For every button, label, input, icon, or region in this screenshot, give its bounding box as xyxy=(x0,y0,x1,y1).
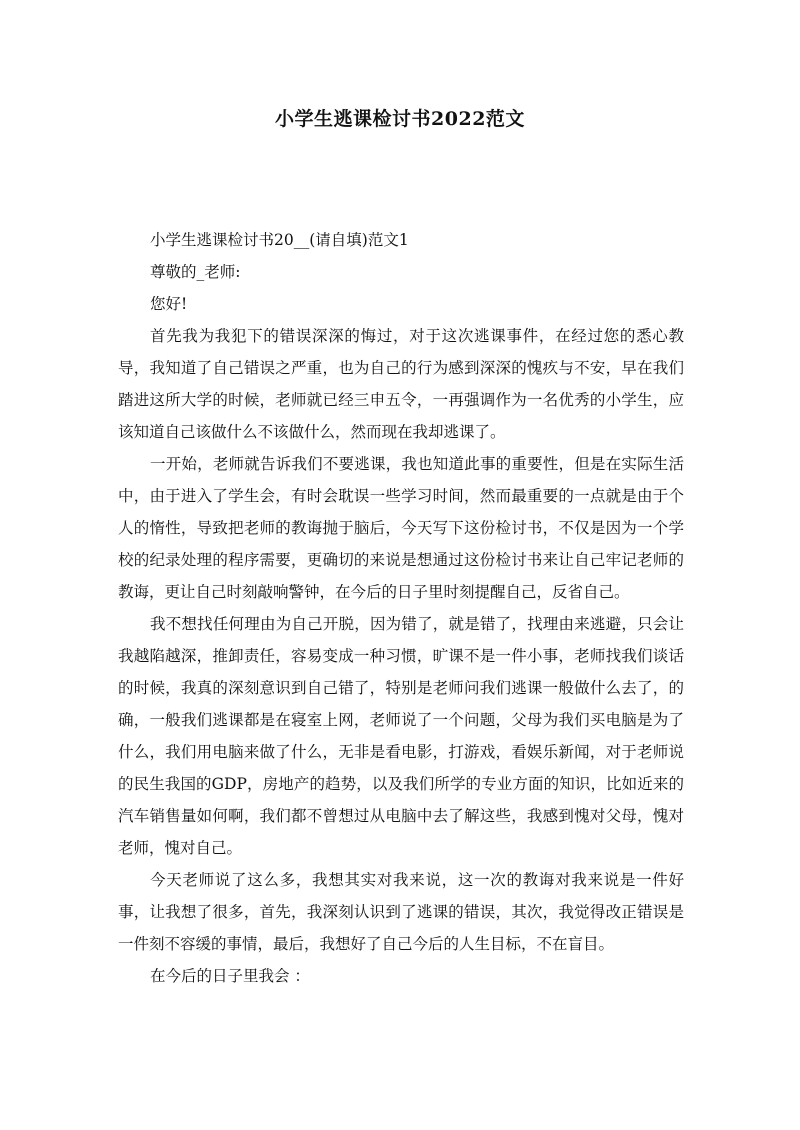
document-title: 小学生逃课检讨书2022范文 xyxy=(275,108,525,130)
document-subtitle: 小学生逃课检讨书20__(请自填)范文1 xyxy=(150,231,409,249)
paragraph-1: 首先我为我犯下的错误深深的悔过，对于这次逃课事件，在经过您的悉心教导，我知道了自己错误之严重，也为自己的行为感到深深的愧疚与不安，早在我们踏进这所大学的时候，老师就已经三申五令，一再强调作为一名优秀的小学生，应该知道自己该做什么不该做什么，然而现在我却逃课了。 xyxy=(118,327,684,441)
greeting: 您好! xyxy=(150,295,188,313)
paragraph-3: 我不想找任何理由为自己开脱，因为错了，就是错了，找理由来逃避，只会让我越陷越深，推卸责任，容易变成一种习惯，旷课不是一件小事，老师找我们谈话的时候，我真的深刻意识到自己错了，特别是老师问我们逃课一般做什么去了，的确，一般我们逃课都是在寝室上网，老师说了一个问题，父母为我们买电脑是为了什么，我们用电脑来做了什么，无非是看电影，打游戏，看娱乐新闻，对于老师说的民生我国的GDP，房地产的趋势，以及我们所学的专业方面的知识，比如近来的汽车销售量如何啊，我们都不曾想过从电脑中去了解这些，我感到愧对父母，愧对老师，愧对自己。 xyxy=(118,615,684,857)
closing-line: 在今后的日子里我会 ： xyxy=(150,967,310,985)
salutation: 尊敬的_老师: xyxy=(150,263,241,281)
document-body xyxy=(118,224,684,992)
paragraph-2: 一开始，老师就告诉我们不要逃课，我也知道此事的重要性，但是在实际生活中，由于进入了学生会，有时会耽误一些学习时间，然而最重要的一点就是由于个人的惰性，导致把老师的教诲抛于脑后，今天写下这份检讨书，不仅是因为一个学校的纪录处理的程序需要，更确切的来说是想通过这份检讨书来让自己牢记老师的教诲，更让自己时刻敲响警钟，在今后的日子里时刻提醒自己，反省自己。 xyxy=(118,455,684,601)
paragraph-4: 今天老师说了这么多，我想其实对我来说，这一次的教诲对我来说是一件好事，让我想了很多，首先，我深刻认识到了逃课的错误，其次，我觉得改正错误是一件刻不容缓的事情，最后，我想好了自己今后的人生目标，不在盲目。 xyxy=(118,871,684,953)
